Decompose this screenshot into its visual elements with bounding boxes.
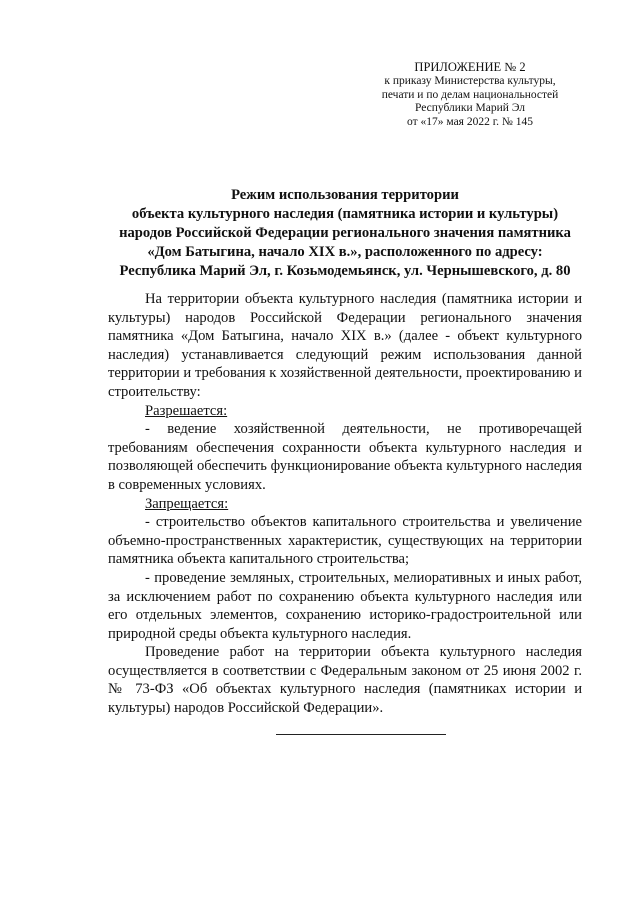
appendix-number: ПРИЛОЖЕНИЕ № 2 [414, 60, 526, 74]
forbidden-heading: Запрещается: [145, 495, 229, 512]
closing-paragraph: Проведение работ на территории объекта культурного наследия осуществляется в соответствии с Федеральным законом от 25 июня 2002 г. № 73-ФЗ «Об объектах культурного наследия (памятниках истории и культуры) народов Российской Федерации». [108, 644, 582, 717]
signature-line [276, 734, 446, 735]
forbidden-item-1: - строительство объектов капитального строительства и увеличение объемно-пространственных характеристик, существующих на территории памятника объекта капитального строительства; [108, 514, 582, 568]
title-line-3: народов Российской Федерации регионального значения памятника [119, 225, 571, 241]
allowed-item: - ведение хозяйственной деятельности, не противоречащей требованиям обеспечения сохранности объекта культурного наследия и позволяющей обеспечить функционирование объекта культурного наследия в современных условиях. [108, 421, 582, 493]
document-body [108, 290, 582, 718]
appendix-date-line: от «17» мая 2022 г. № 145 [407, 115, 533, 128]
title-line-5: Республика Марий Эл, г. Козьмодемьянск, ул. Чернышевского, д. 80 [119, 263, 571, 279]
title-line-4: «Дом Батыгина, начало XIX в.», расположенного по адресу: [147, 244, 543, 260]
title-line-2: объекта культурного наследия (памятника истории и культуры) [131, 206, 559, 222]
appendix-republic-line: Республики Марий Эл [414, 102, 525, 114]
appendix-order-line: к приказу Министерства культуры, [384, 75, 556, 87]
allowed-heading: Разрешается: [145, 402, 228, 419]
forbidden-item-2: - проведение земляных, строительных, мелиоративных и иных работ, за исключением работ по сохранению объекта культурного наследия или его отдельных элементов, сохранению историко-градостроительной или природной среды объекта культурного наследия. [108, 569, 582, 642]
intro-paragraph: На территории объекта культурного наследия (памятника истории и культуры) народов Российской Федерации регионального значения памятника «Дом Батыгина, начало XIX в.» (далее - объект культурного наследия) устанавливается следующий режим использования данной территории и требования к хозяйственной деятельности, проектированию и строительству: [108, 291, 582, 400]
appendix-ministry-line: печати и по делам национальностей [381, 88, 559, 101]
appendix-header [360, 60, 580, 129]
title-line-1: Режим использования территории [231, 187, 459, 203]
document-title [100, 186, 590, 281]
